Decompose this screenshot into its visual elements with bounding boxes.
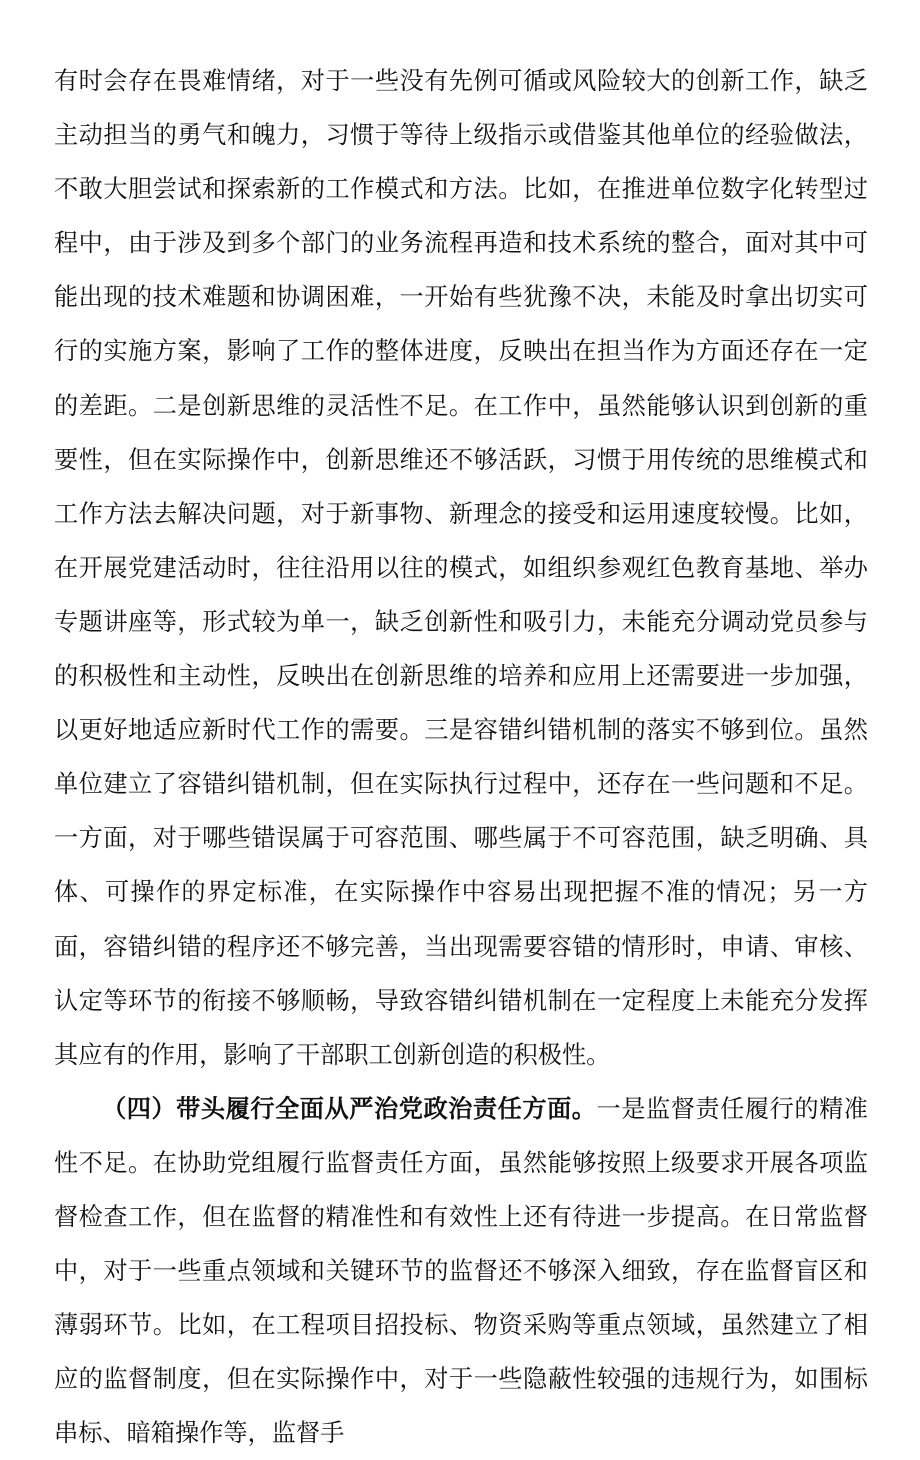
body-paragraph-1: 有时会存在畏难情绪，对于一些没有先例可循或风险较大的创新工作，缺乏主动担当的勇气和魄力，习惯于等待上级指示或借鉴其他单位的经验做法，不敢大胆尝试和探索新的工作模式和方法。比如，在推进单位数字化转型过程中，由于涉及到多个部门的业务流程再造和技术系统的整合，面对其中可能出现的技术难题和协调困难，一开始有些犹豫不决，未能及时拿出切实可行的实施方案，影响了工作的整体进度，反映出在担当作为方面还存在一定的差距。二是创新思维的灵活性不足。在工作中，虽然能够认识到创新的重要性，但在实际操作中，创新思维还不够活跃，习惯于用传统的思维模式和工作方法去解决问题，对于新事物、新理念的接受和运用速度较慢。比如，在开展党建活动时，往往沿用以往的模式，如组织参观红色教育基地、举办专题讲座等，形式较为单一，缺乏创新性和吸引力，未能充分调动党员参与的积极性和主动性，反映出在创新思维的培养和应用上还需要进一步加强，以更好地适应新时代工作的需要。三是容错纠错机制的落实不够到位。虽然单位建立了容错纠错机制，但在实际执行过程中，还存在一些问题和不足。一方面，对于哪些错误属于可容范围、哪些属于不可容范围，缺乏明确、具体、可操作的界定标准，在实际操作中容易出现把握不准的情况；另一方面，容错纠错的程序还不够完善，当出现需要容错的情形时，申请、审核、认定等环节的衔接不够顺畅，导致容错纠错机制在一定程度上未能充分发挥其应有的作用，影响了干部职工创新创造的积极性。 bbox=[54, 67, 868, 1069]
section-body-text: 一是监督责任履行的精准性不足。在协助党组履行监督责任方面，虽然能够按照上级要求开展各项监督检查工作，但在监督的精准性和有效性上还有待进一步提高。在日常监督中，对于一些重点领域和关键环节的监督还不够深入细致，存在监督盲区和薄弱环节。比如，在工程项目招投标、物资采购等重点领域，虽然建立了相应的监督制度，但在实际操作中，对于一些隐蔽性较强的违规行为，如围标串标、暗箱操作等，监督手 bbox=[54, 1094, 868, 1448]
section-heading: （四）带头履行全面从严治党政治责任方面。 bbox=[102, 1094, 597, 1123]
body-paragraph-2 bbox=[54, 1082, 868, 1460]
